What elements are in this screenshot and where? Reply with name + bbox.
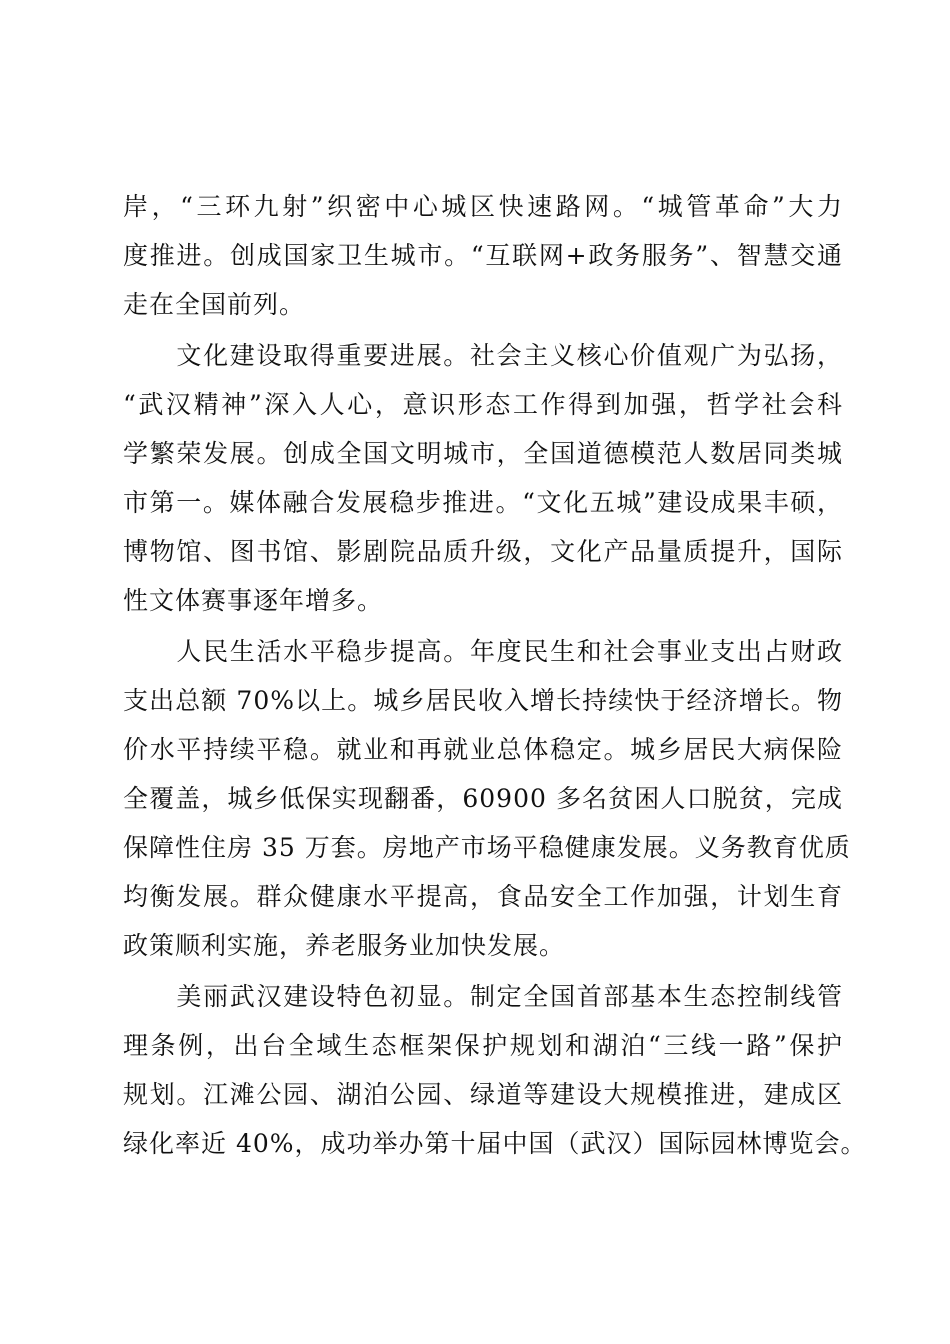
paragraph (123, 972, 867, 1168)
text-line: 性文体赛事逐年增多。 (123, 586, 384, 615)
text-line: “武汉精神”深入人心，意识形态工作得到加强，哲学社会科 (123, 390, 843, 419)
text-line: 美丽武汉建设特色初显。制定全国首部基本生态控制线管 (123, 982, 843, 1011)
text-line: 岸，“三环九射”织密中心城区快速路网。“城管革命”大力 (123, 192, 843, 221)
text-line: 博物馆、图书馆、影剧院品质升级，文化产品量质提升，国际 (123, 537, 843, 566)
text-line: 文化建设取得重要进展。社会主义核心价值观广为弘扬， (123, 341, 843, 370)
text-line: 走在全国前列。 (123, 290, 306, 319)
text-line: 市第一。媒体融合发展稳步推进。“文化五城”建设成果丰硕， (123, 488, 843, 517)
text-line: 价水平持续平稳。就业和再就业总体稳定。城乡居民大病保险 (123, 735, 843, 764)
paragraph (123, 627, 851, 970)
text-line: 学繁荣发展。创成全国文明城市，全国道德模范人数居同类城 (123, 439, 843, 468)
text-line: 理条例，出台全域生态框架保护规划和湖泊“三线一路”保护 (123, 1031, 843, 1060)
text-line: 绿化率近 40%，成功举办第十届中国（武汉）国际园林博览会。 (123, 1129, 867, 1158)
document-body (123, 182, 867, 1168)
text-line: 规划。江滩公园、湖泊公园、绿道等建设大规模推进，建成区 (123, 1080, 843, 1109)
text-line: 人民生活水平稳步提高。年度民生和社会事业支出占财政 (123, 637, 843, 666)
text-line: 保障性住房 35 万套。房地产市场平稳健康发展。义务教育优质 (123, 833, 851, 862)
text-line: 支出总额 70%以上。城乡居民收入增长持续快于经济增长。物 (123, 686, 843, 715)
paragraph (123, 331, 843, 625)
text-line: 政策顺利实施，养老服务业加快发展。 (123, 931, 566, 960)
text-line: 全覆盖，城乡低保实现翻番，60900 多名贫困人口脱贫，完成 (123, 784, 843, 813)
text-line: 度推进。创成国家卫生城市。“互联网+政务服务”、智慧交通 (123, 241, 843, 270)
text-line: 均衡发展。群众健康水平提高，食品安全工作加强，计划生育 (123, 882, 843, 911)
paragraph (123, 182, 843, 329)
